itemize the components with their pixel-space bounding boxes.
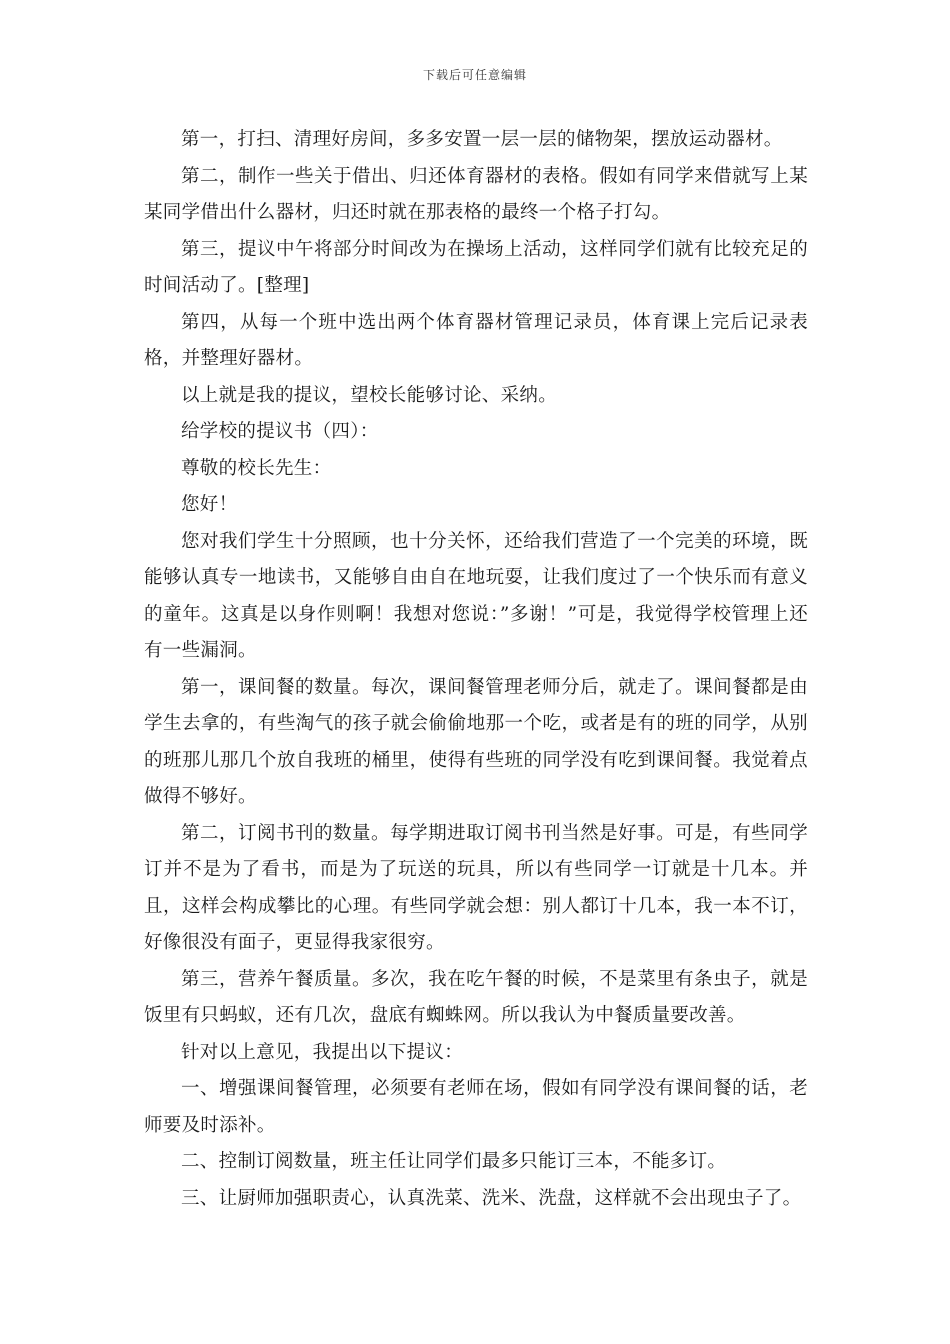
paragraph: 针对以上意见，我提出以下提议： [181,1041,464,1063]
paragraph: 您对我们学生十分照顾，也十分关怀，还给我们营造了一个完美的环境，既能够认真专一地读书，又能够自由自在地玩耍，让我们度过了一个快乐而有意义的童年。这真是以身作则啊！我想对您说：”多谢！”可是，我觉得学校管理上还有一些漏洞。 [144,530,808,661]
paragraph: 第二，订阅书刊的数量。每学期进取订阅书刊当然是好事。可是，有些同学订并不是为了看书，而是为了玩送的玩具，所以有些同学一订就是十几本。并且，这样会构成攀比的心理。有些同学就会想：别人都订十几本，我一本不订，好像很没有面子，更显得我家很穷。 [144,822,808,953]
paragraph: 以上就是我的提议，望校长能够讨论、采纳。 [181,384,558,406]
greeting: 您好！ [181,494,238,515]
paragraph: 第三，提议中午将部分时间改为在操场上活动，这样同学们就有比较充足的时间活动了。[整理] [144,238,808,296]
suggestion-item: 二、控制订阅数量，班主任让同学们最多只能订三本，不能多订。 [181,1151,727,1172]
paragraph: 第一，打扫、清理好房间，多多安置一层一层的储物架，摆放运动器材。 [181,129,783,150]
page-header: 下载后可任意编辑 [422,68,527,82]
section-title: 给学校的提议书（四）： [181,421,379,442]
paragraph: 第四，从每一个班中选出两个体育器材管理记录员，体育课上完后记录表格，并整理好器材。 [144,311,808,369]
suggestion-item: 三、让厨师加强职责心，认真洗菜、洗米、洗盘，这样就不会出现虫子了。 [181,1187,802,1209]
paragraph: 第三，营养午餐质量。多次，我在吃午餐的时候，不是菜里有条虫子，就是饭里有只蚂蚁，还有几次，盘底有蜘蛛网。所以我认为中餐质量要改善。 [144,968,808,1026]
suggestion-item: 一、增强课间餐管理，必须要有老师在场，假如有同学没有课间餐的话，老师要及时添补。 [144,1078,808,1136]
paragraph: 第一，课间餐的数量。每次，课间餐管理老师分后，就走了。课间餐都是由学生去拿的，有些淘气的孩子就会偷偷地那一个吃，或者是有的班的同学，从别的班那儿那几个放自我班的桶里，使得有些班的同学没有吃到课间餐。我觉着点做得不够好。 [144,676,808,807]
paragraph: 第二，制作一些关于借出、归还体育器材的表格。假如有同学来借就写上某某同学借出什么器材，归还时就在那表格的最终一个格子打勾。 [144,165,808,223]
document-body [144,122,808,1217]
salutation: 尊敬的校长先生： [181,457,332,479]
